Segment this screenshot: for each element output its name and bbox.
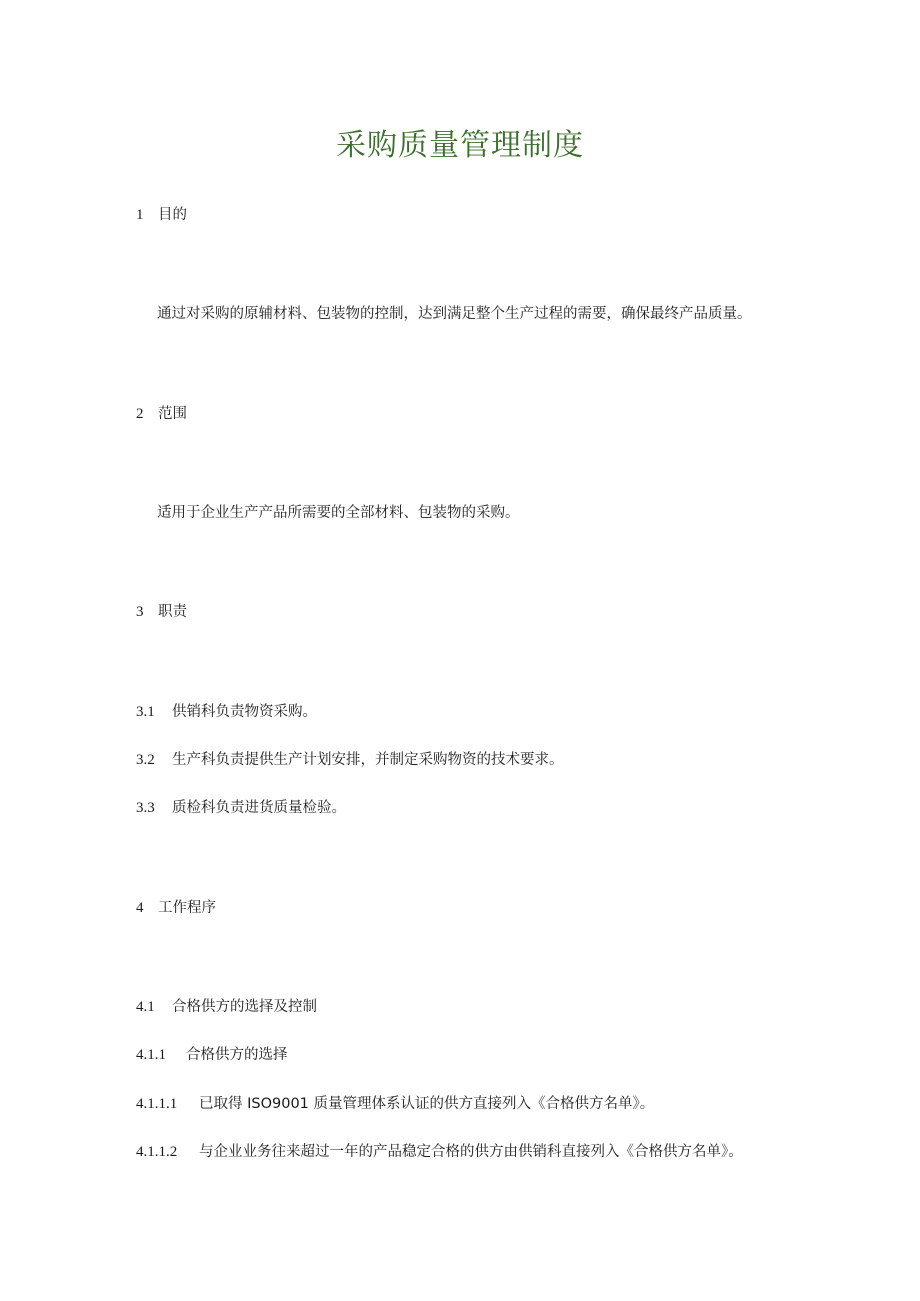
clause-3-1 — [136, 702, 317, 722]
section-number: 3 — [136, 604, 144, 620]
clause-text: 与企业业务往来超过一年的产品稳定合格的供方由供销科直接列入《合格供方名单》。 — [199, 1144, 743, 1160]
clause-text: 供销科负责物资采购。 — [172, 704, 317, 720]
section-2-heading — [136, 404, 187, 424]
clause-text: 生产科负责提供生产计划安排，并制定采购物资的技术要求。 — [172, 752, 564, 768]
clause-number: 4.1.1.1 — [136, 1096, 178, 1112]
clause-text: 合格供方的选择及控制 — [172, 999, 317, 1015]
clause-4-1-1-2 — [136, 1142, 743, 1162]
section-heading-text: 职责 — [158, 604, 187, 620]
clause-number: 3.1 — [136, 704, 155, 720]
clause-number: 4.1.1.2 — [136, 1144, 178, 1160]
section-heading-text: 工作程序 — [158, 900, 216, 916]
clause-3-3 — [136, 798, 346, 818]
clause-3-2 — [136, 750, 564, 770]
section-4-heading — [136, 898, 216, 918]
section-number: 1 — [136, 207, 144, 223]
clause-text: 质检科负责进货质量检验。 — [172, 800, 346, 816]
clause-4-1 — [136, 997, 317, 1017]
clause-text: 合格供方的选择 — [186, 1047, 288, 1063]
section-1-heading — [136, 205, 187, 225]
section-number: 2 — [136, 406, 144, 422]
clause-number: 4.1 — [136, 999, 155, 1015]
section-heading-text: 目的 — [158, 207, 187, 223]
clause-number: 3.3 — [136, 800, 155, 816]
section-number: 4 — [136, 900, 144, 916]
document-title: 采购质量管理制度 — [336, 128, 584, 163]
section-1-paragraph: 通过对采购的原辅材料、包装物的控制，达到满足整个生产过程的需要，确保最终产品质量。 — [157, 306, 752, 322]
clause-4-1-1 — [136, 1045, 288, 1065]
section-3-heading — [136, 602, 187, 622]
section-2-paragraph: 适用于企业生产产品所需要的全部材料、包装物的采购。 — [157, 505, 520, 521]
clause-text: 已取得 ISO9001 质量管理体系认证的供方直接列入《合格供方名单》。 — [199, 1096, 655, 1112]
clause-4-1-1-1 — [136, 1094, 654, 1114]
section-heading-text: 范围 — [158, 406, 187, 422]
clause-number: 4.1.1 — [136, 1047, 166, 1063]
clause-number: 3.2 — [136, 752, 155, 768]
